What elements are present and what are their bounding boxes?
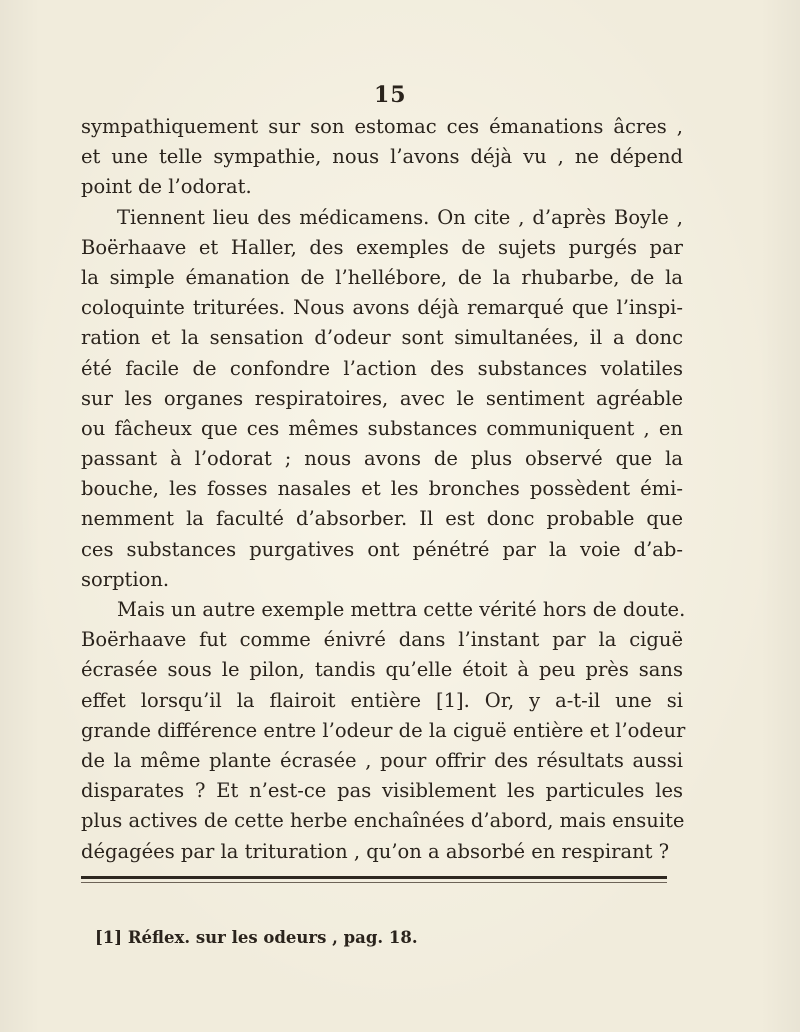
text-line: effet lorsqu’il la flairoit entière [1]. Or, y a-t-il une si [81,688,683,712]
text-line: sorption. [81,567,170,591]
text-line: nemment la faculté d’absorber. Il est donc probable que [81,507,683,531]
text-line: Mais un autre exemple mettra cette vérité hors de doute. [117,598,686,621]
text-line: écrasée sous le pilon, tandis qu’elle étoit à peu près sans [81,658,683,682]
text-line: sur les organes respiratoires, avec le sentiment agréable [81,386,683,410]
text-line: grande différence entre l’odeur de la ciguë entière et l’odeur [81,718,686,742]
text-line: ces substances purgatives ont pénétré par la voie d’ab- [81,537,683,561]
footnote-rule [81,876,667,879]
text-line: passant à l’odorat ; nous avons de plus observé que la [81,447,683,471]
footnote: [1] Réflex. sur les odeurs , pag. 18. [95,928,418,947]
text-line: bouche, les fosses nasales et les bronches possèdent émi- [81,477,683,501]
text-line: sympathiquement sur son estomac ces émanations âcres , [81,115,683,138]
text-line: et une telle sympathie, nous l’avons déjà vu , ne dépend [81,145,683,169]
text-line: coloquinte triturées. Nous avons déjà remarqué que l’inspi- [81,296,683,320]
text-line: point de l’odorat. [81,175,252,199]
text-line: dégagées par la trituration , qu’on a absorbé en respirant ? [81,839,670,863]
footnote-rule-thin [81,882,667,883]
text-line: la simple émanation de l’hellébore, de la rhubarbe, de la [81,265,683,289]
body-text [81,112,686,867]
text-line: ou fâcheux que ces mêmes substances communiquent , en [81,416,683,440]
text-line: plus actives de cette herbe enchaînées d’abord, mais ensuite [81,809,685,833]
text-line: été facile de confondre l’action des substances volatiles [81,356,683,380]
text-line: de la même plante écrasée , pour offrir des résultats aussi [81,748,683,772]
page-number: 15 [374,82,407,108]
text-line: Boërhaave fut comme énivré dans l’instant par la ciguë [81,628,683,652]
text-line: Boërhaave et Haller, des exemples de sujets purgés par [81,235,683,259]
text-line: Tiennent lieu des médicamens. On cite , d’après Boyle , [117,205,683,229]
text-line: ration et la sensation d’odeur sont simultanées, il a donc [81,326,683,350]
text-line: disparates ? Et n’est-ce pas visiblement les particules les [81,779,683,803]
